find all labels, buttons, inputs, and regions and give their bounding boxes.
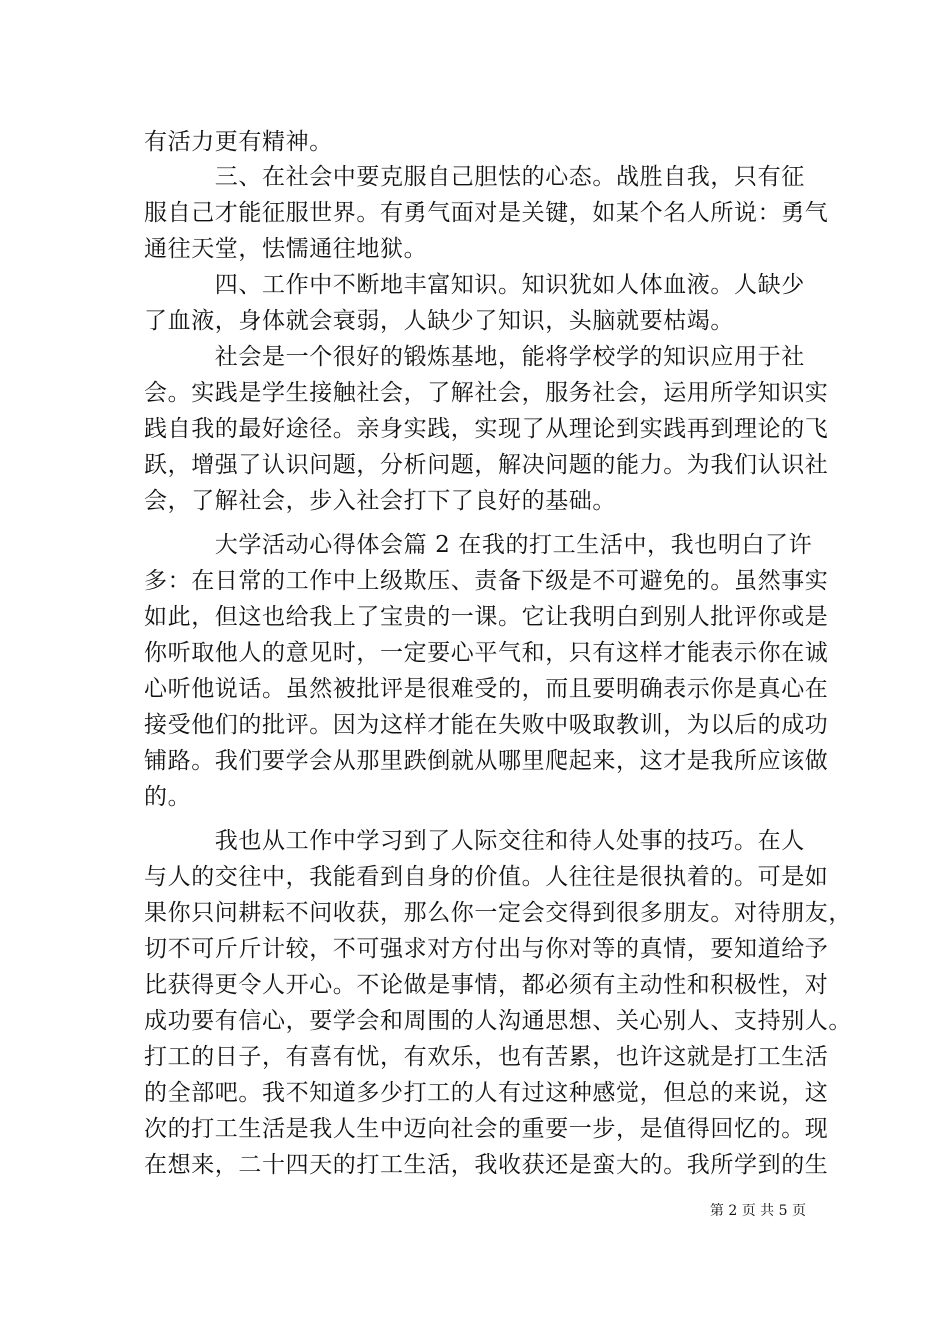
text-line: 切不可斤斤计较，不可强求对方付出与你对等的真情，要知道给予 [144, 936, 829, 962]
text-line: 在想来，二十四天的打工生活，我收获还是蛮大的。我所学到的生 [144, 1152, 829, 1178]
text-line: 跃，增强了认识问题，分析问题，解决问题的能力。为我们认识社 [144, 452, 829, 478]
text-line: 的。 [144, 784, 192, 810]
text-line: 如此，但这也给我上了宝贵的一课。它让我明白到别人批评你或是 [144, 604, 829, 630]
text-line: 与人的交往中，我能看到自身的价值。人往往是很执着的。可是如 [144, 864, 829, 890]
text-line: 的全部吧。我不知道多少打工的人有过这种感觉，但总的来说，这 [144, 1080, 829, 1106]
text-line: 社会是一个很好的锻炼基地，能将学校学的知识应用于社 [144, 344, 805, 370]
text-line: 有活力更有精神。 [144, 129, 333, 155]
text-line: 了血液，身体就会衰弱，人缺少了知识，头脑就要枯竭。 [144, 308, 734, 334]
text-line: 我也从工作中学习到了人际交往和待人处事的技巧。在人 [144, 828, 805, 854]
text-line: 践自我的最好途径。亲身实践，实现了从理论到实践再到理论的飞 [144, 416, 829, 442]
text-line: 次的打工生活是我人生中迈向社会的重要一步，是值得回忆的。现 [144, 1116, 829, 1142]
page-number: 第 2 页 共 5 页 [709, 1203, 806, 1219]
text-line: 铺路。我们要学会从那里跌倒就从哪里爬起来，这才是我所应该做 [144, 748, 829, 774]
text-line: 四、工作中不断地丰富知识。知识犹如人体血液。人缺少 [144, 272, 805, 298]
text-line: 会。实践是学生接触社会，了解社会，服务社会，运用所学知识实 [144, 380, 829, 406]
text-line: 成功要有信心，要学会和周围的人沟通思想、关心别人、支持别人。 [144, 1008, 852, 1034]
text-line: 比获得更令人开心。不论做是事情，都必须有主动性和积极性，对 [144, 972, 829, 998]
text-line: 打工的日子，有喜有忧，有欢乐，也有苦累，也许这就是打工生活 [144, 1044, 829, 1070]
text-line: 接受他们的批评。因为这样才能在失败中吸取教训，为以后的成功 [144, 712, 829, 738]
text-line: 心听他说话。虽然被批评是很难受的，而且要明确表示你是真心在 [144, 676, 829, 702]
text-line: 大学活动心得体会篇 2 在我的打工生活中，我也明白了许 [144, 532, 813, 558]
text-line: 会，了解社会，步入社会打下了良好的基础。 [144, 488, 616, 514]
text-line: 三、在社会中要克服自己胆怯的心态。战胜自我，只有征 [144, 164, 805, 190]
text-line: 通往天堂，怯懦通往地狱。 [144, 236, 428, 262]
text-line: 果你只问耕耘不问收获，那么你一定会交得到很多朋友。对待朋友， [144, 900, 852, 926]
text-line: 你听取他人的意见时，一定要心平气和，只有这样才能表示你在诚 [144, 640, 829, 666]
text-line: 多：在日常的工作中上级欺压、责备下级是不可避免的。虽然事实 [144, 568, 829, 594]
text-line: 服自己才能征服世界。有勇气面对是关键，如某个名人所说：勇气 [144, 200, 829, 226]
